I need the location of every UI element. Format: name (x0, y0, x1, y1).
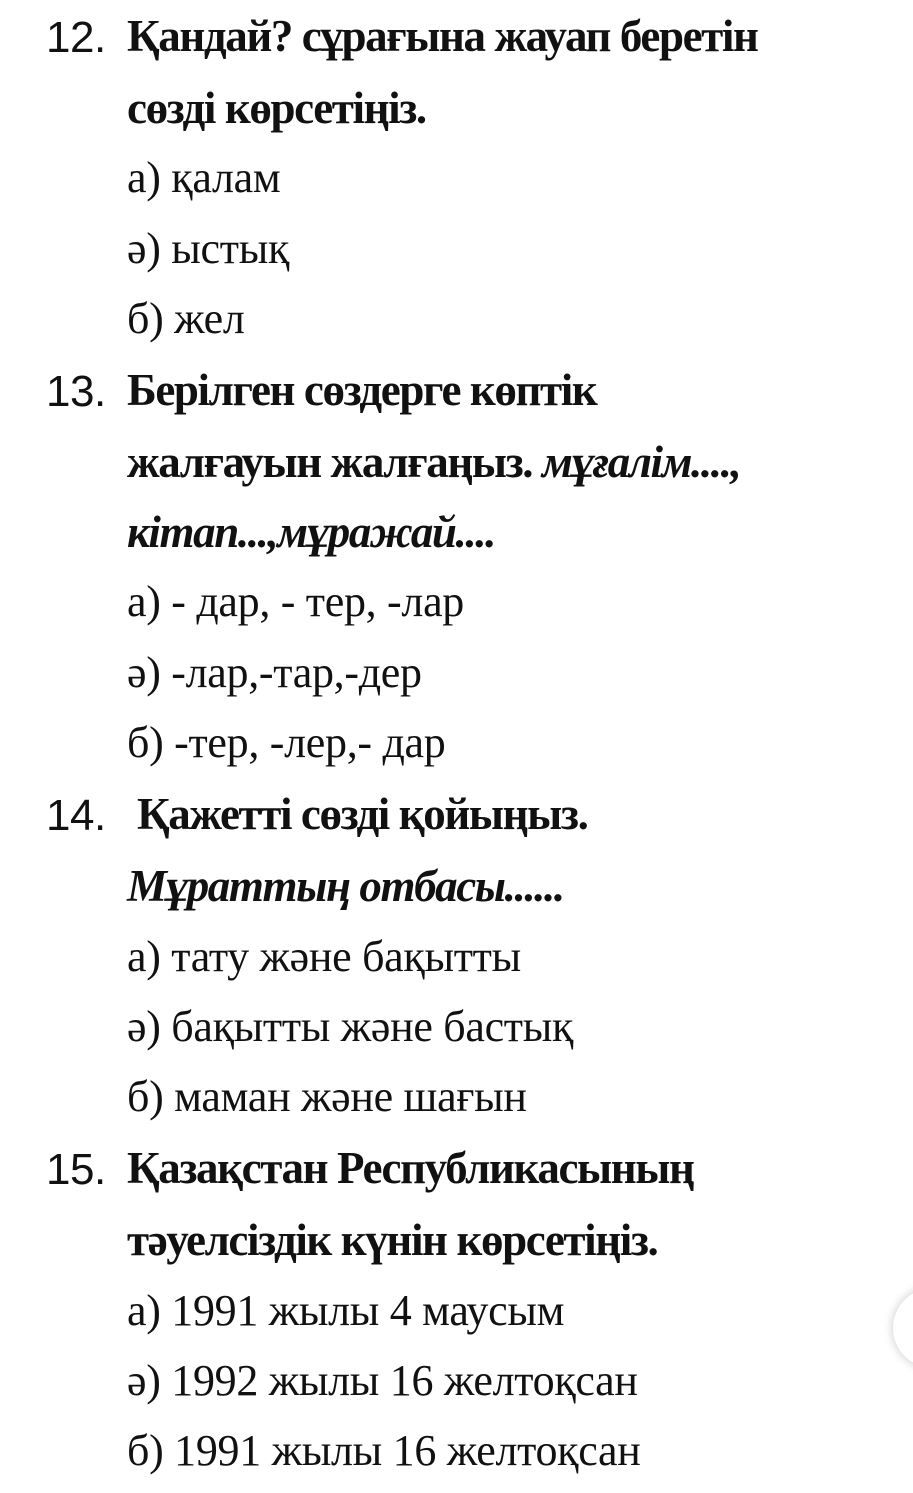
question-12-number: 12. (46, 13, 106, 62)
question-13-option-a: а) - дар, - тер, -лар (127, 577, 464, 626)
question-14-option-a: а) тату және бақытты (127, 932, 521, 981)
question-13-example-words-cont: кітап...,мұражай.... (127, 507, 495, 557)
question-13-option-ae: ә) -лар,-тар,-дер (127, 648, 422, 697)
question-13-text-line-3 (127, 507, 495, 557)
question-13-text-line-2 (127, 437, 741, 487)
question-14-example-phrase: Мұраттың отбасы...... (127, 861, 564, 911)
question-12-option-b: б) жел (127, 294, 245, 343)
question-15-text-line-1: Қазақстан Республикасының (127, 1143, 694, 1193)
question-12-option-a: а) қалам (127, 153, 281, 202)
question-14-option-ae: ә) бақытты және бастық (127, 1002, 574, 1051)
question-14-text-line-1: Қажетті сөзді қойыңыз. (137, 789, 588, 839)
question-15-option-ae: ә) 1992 жылы 16 желтоқсан (127, 1356, 638, 1405)
question-14-number: 14. (46, 791, 106, 840)
question-15-option-b: б) 1991 жылы 16 желтоқсан (127, 1426, 641, 1475)
question-13-number: 13. (46, 367, 106, 416)
question-14-text-line-2 (127, 861, 564, 911)
question-13-example-words: мұғалім...., (542, 437, 741, 487)
question-15-option-a: а) 1991 жылы 4 маусым (127, 1286, 565, 1335)
question-14-option-b: б) маман және шағын (127, 1072, 527, 1121)
question-15-number: 15. (46, 1145, 106, 1194)
question-15-text-line-2: тәуелсіздік күнін көрсетіңіз. (127, 1215, 658, 1265)
question-12-text-line-1: Қандай? сұрағына жауап беретін (127, 11, 758, 61)
question-13-instruction: жалғауын жалғаңыз. (127, 437, 542, 487)
question-13-text-line-1: Берілген сөздерге көптік (127, 365, 597, 415)
question-13-option-b: б) -тер, -лер,- дар (127, 718, 446, 767)
question-12-option-ae: ә) ыстық (127, 224, 290, 273)
question-12-text-line-2: сөзді көрсетіңіз. (127, 83, 426, 133)
